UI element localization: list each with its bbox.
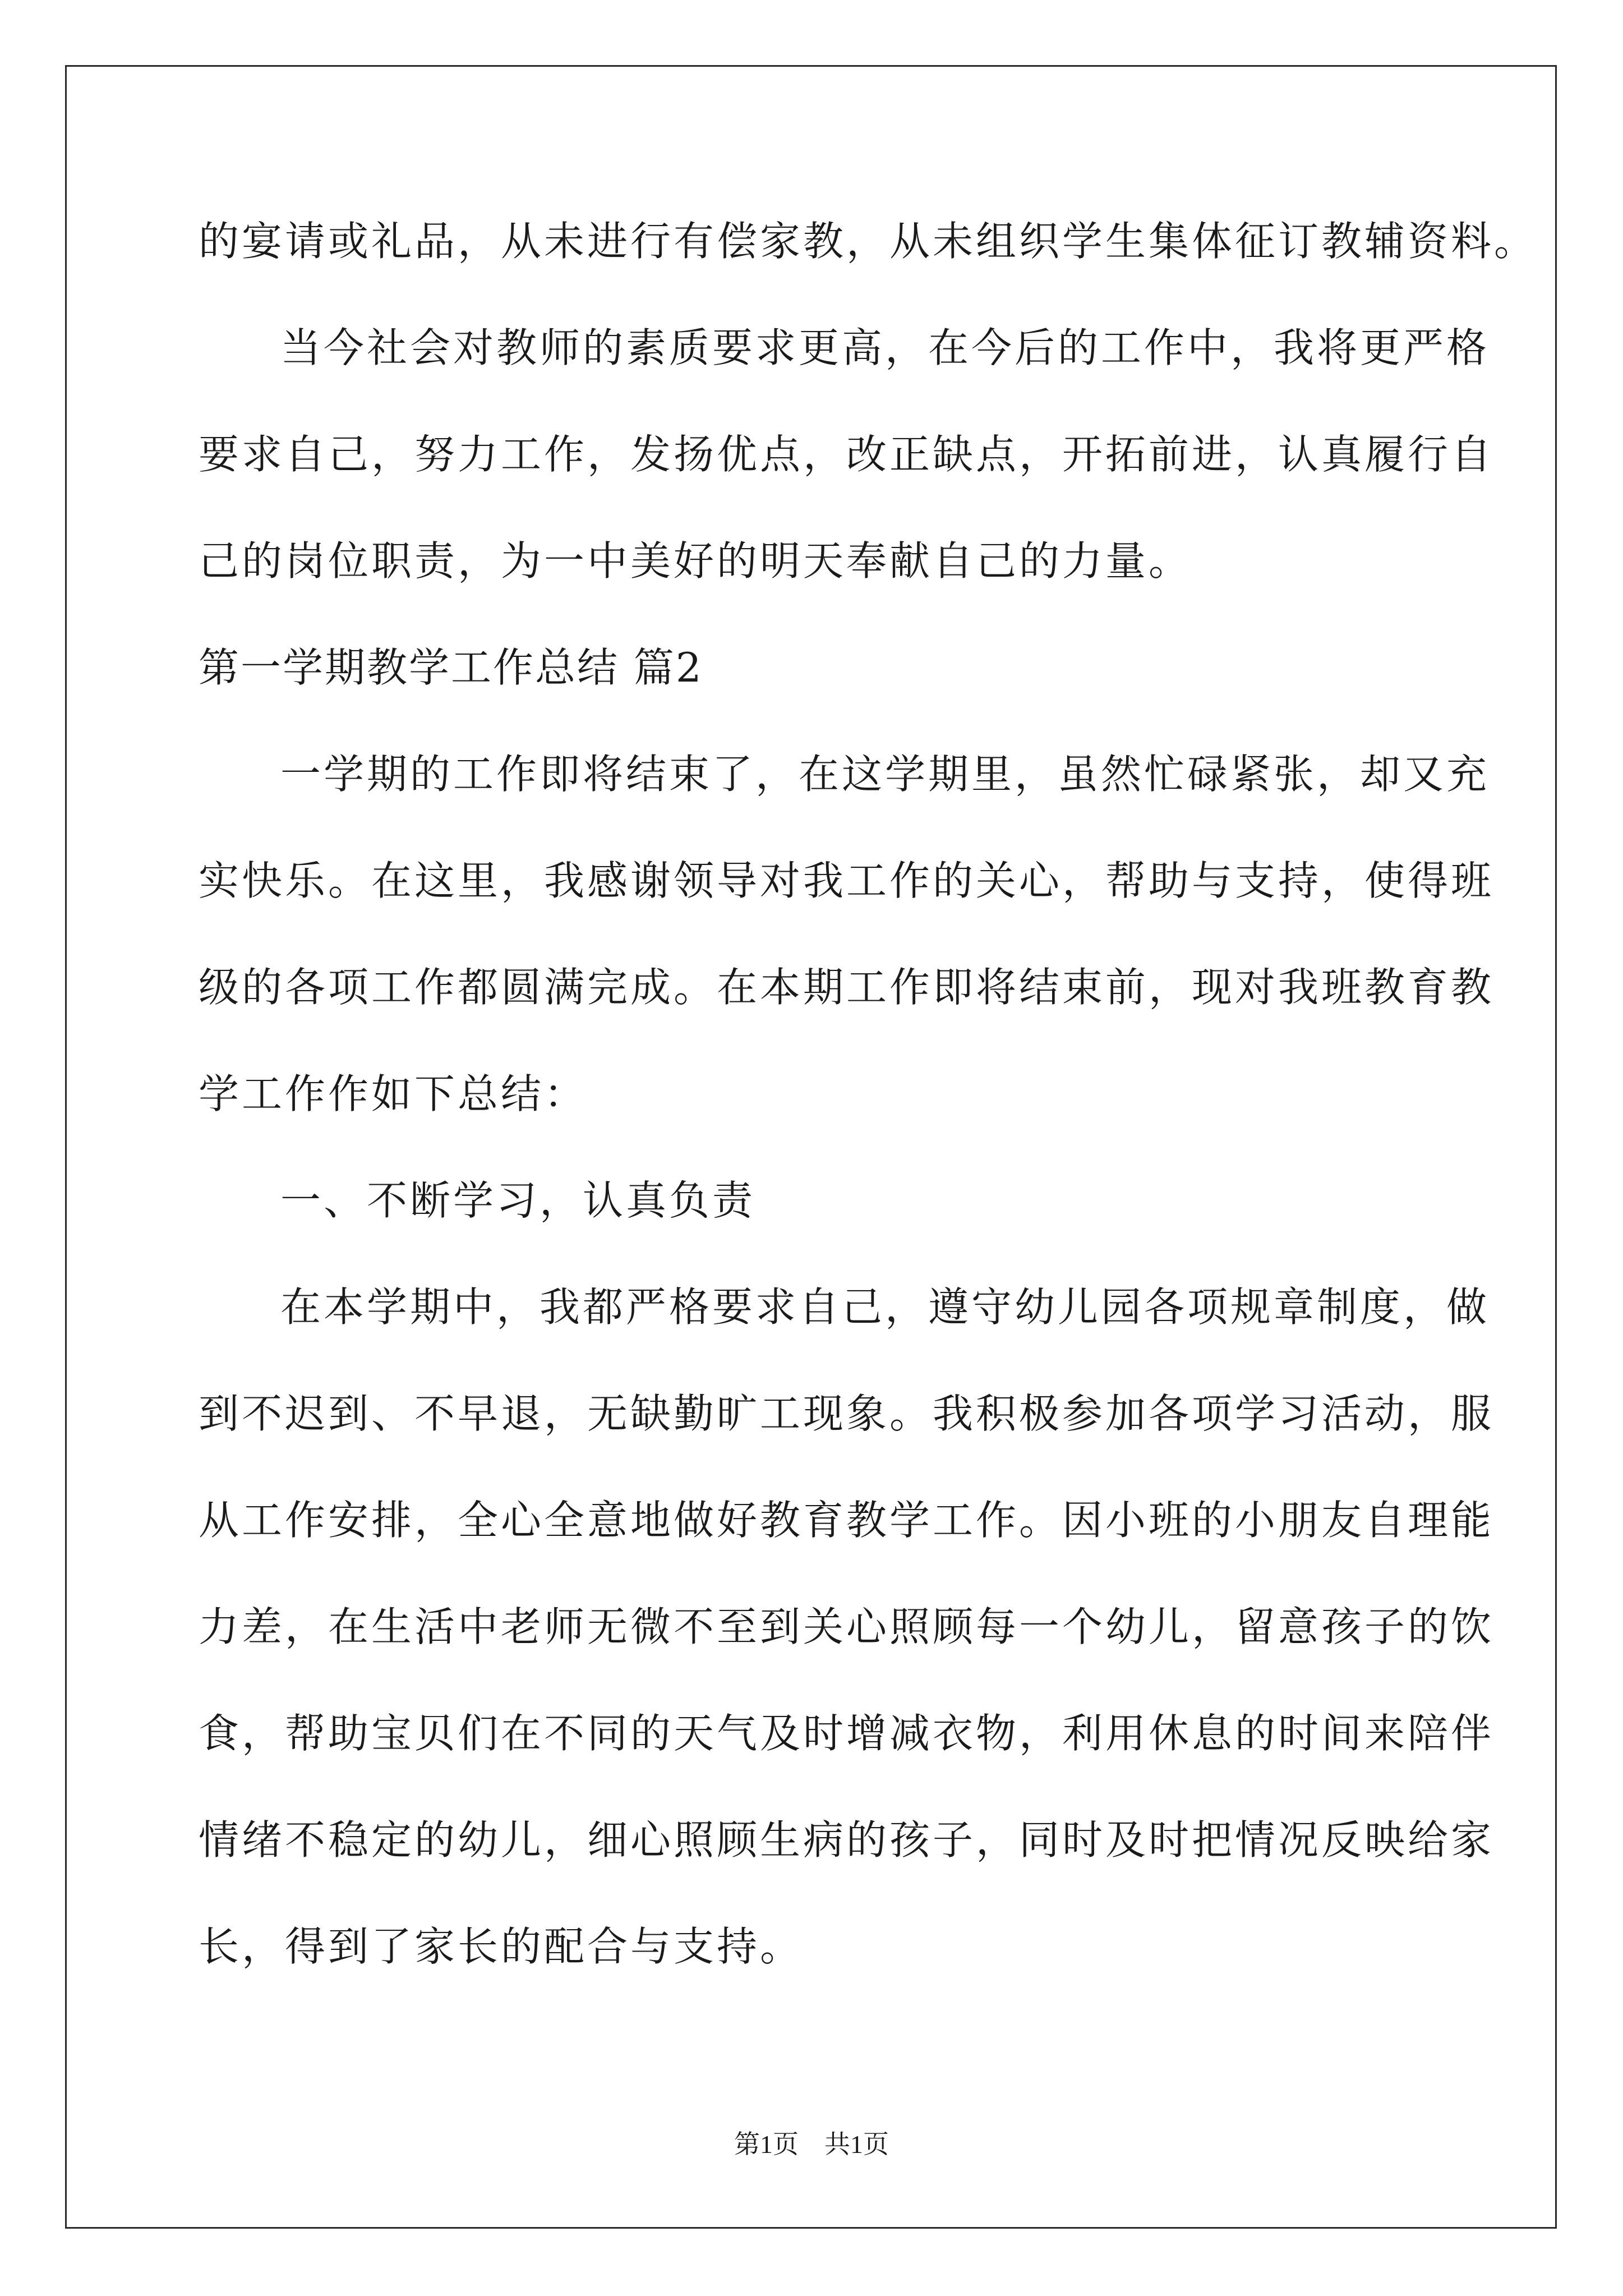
text-line: 力差，在生活中老师无微不至到关心照顾每一个幼儿，留意孩子的饮 (199, 1603, 1495, 1650)
text-line: 的宴请或礼品，从未进行有偿家教，从未组织学生集体征订教辅资料。 (199, 218, 1538, 265)
paragraph-start: 一学期的工作即将结束了，在这学期里，虽然忙碌紧张，却又充 (280, 751, 1490, 798)
text-line: 学工作作如下总结： (199, 1070, 588, 1117)
text-line: 实快乐。在这里，我感谢领导对我工作的关心，帮助与支持，使得班 (199, 857, 1495, 904)
paragraph-start: 在本学期中，我都严格要求自己，遵守幼儿园各项规章制度，做 (280, 1283, 1490, 1331)
text-line: 长，得到了家长的配合与支持。 (199, 1923, 804, 1970)
page-number: 第1页 共1页 (734, 2130, 889, 2159)
paragraph-start: 当今社会对教师的素质要求更高，在今后的工作中，我将更严格 (280, 324, 1490, 371)
section-heading: 第一学期教学工作总结 篇2 (199, 644, 703, 691)
document-body (199, 214, 1538, 2026)
text-line: 要求自己，努力工作，发扬优点，改正缺点，开拓前进，认真履行自 (199, 431, 1495, 478)
subheading: 一、不断学习，认真负责 (280, 1177, 756, 1224)
text-line: 级的各项工作都圆满完成。在本期工作即将结束前，现对我班教育教 (199, 964, 1495, 1011)
text-line: 己的岗位职责，为一中美好的明天奉献自己的力量。 (199, 537, 1192, 585)
text-line: 从工作安排，全心全意地做好教育教学工作。因小班的小朋友自理能 (199, 1497, 1495, 1544)
text-line: 到不迟到、不早退，无缺勤旷工现象。我积极参加各项学习活动，服 (199, 1390, 1495, 1437)
text-line: 情绪不稳定的幼儿，细心照顾生病的孩子，同时及时把情况反映给家 (199, 1816, 1495, 1864)
text-line: 食，帮助宝贝们在不同的天气及时增减衣物，利用休息的时间来陪伴 (199, 1710, 1495, 1757)
